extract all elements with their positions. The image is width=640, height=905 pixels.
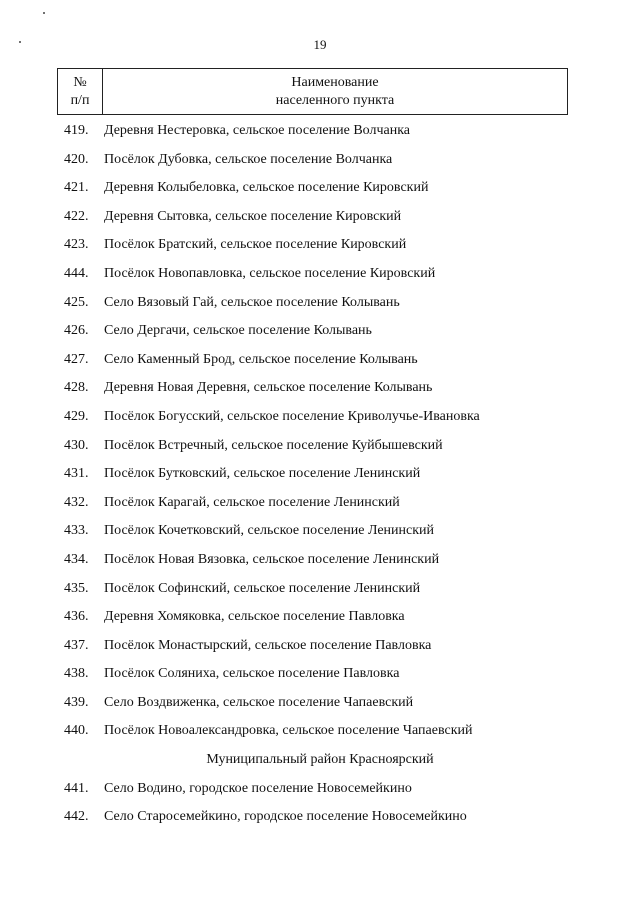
name-column-label-line2: населенного пункта <box>275 92 395 108</box>
row-number: 419. <box>64 123 89 138</box>
settlement-name: Село Водино, городское поселение Новосемейкино <box>104 780 412 796</box>
settlement-name: Посёлок Софинский, сельское поселение Ленинский <box>104 580 421 596</box>
row-number: 430. <box>64 437 89 453</box>
table-row <box>0 346 640 375</box>
number-column-header <box>58 69 103 114</box>
table-row <box>0 803 640 832</box>
name-column-header <box>103 69 567 114</box>
row-number: 422. <box>64 208 89 224</box>
page-number: 19 <box>313 37 327 52</box>
row-number: 440. <box>64 723 89 739</box>
row-number: 423. <box>64 237 89 253</box>
settlement-name: Посёлок Кочетковский, сельское поселение Ленинский <box>104 523 435 539</box>
row-number: 436. <box>64 609 89 625</box>
table-row <box>0 575 640 604</box>
table-row <box>0 317 640 346</box>
row-number: 434. <box>64 551 89 567</box>
table-row <box>0 374 640 403</box>
section-heading-row <box>0 746 640 775</box>
table-row <box>0 489 640 518</box>
table-row <box>0 432 640 461</box>
row-number: 431. <box>64 466 89 482</box>
number-column-label-line2: п/п <box>70 92 90 108</box>
table-header <box>57 68 568 115</box>
row-number: 435. <box>64 580 89 596</box>
settlement-name: Село Каменный Брод, сельское поселение Колывань <box>104 351 418 367</box>
row-number: 438. <box>64 666 89 682</box>
table-row <box>0 775 640 804</box>
settlement-name: Посёлок Встречный, сельское поселение Куйбышевский <box>104 437 443 453</box>
settlement-name: Деревня Новая Деревня, сельское поселение Колывань <box>104 380 433 396</box>
row-number: 432. <box>64 494 89 510</box>
row-number: 421. <box>64 180 89 196</box>
row-number: 429. <box>64 408 89 424</box>
row-number: 437. <box>64 637 89 653</box>
settlement-name: Посёлок Новопавловка, сельское поселение Кировский <box>104 265 436 281</box>
table-row <box>0 146 640 175</box>
settlement-name: Посёлок Братский, сельское поселение Кировский <box>104 237 407 253</box>
table-row <box>0 117 640 146</box>
row-number: 441. <box>64 780 89 796</box>
section-heading: Муниципальный район Красноярский <box>206 752 434 768</box>
settlement-name: Деревня Сытовка, сельское поселение Кировский <box>104 208 402 224</box>
settlement-name: Посёлок Бутковский, сельское поселение Ленинский <box>104 466 421 482</box>
table-row <box>0 603 640 632</box>
table-row <box>0 632 640 661</box>
settlement-name: Село Вязовый Гай, сельское поселение Колывань <box>104 294 400 310</box>
settlement-name: Посёлок Соляниха, сельское поселение Павловка <box>104 666 400 682</box>
row-number: 428. <box>64 380 89 396</box>
table-row <box>0 689 640 718</box>
table-row <box>0 289 640 318</box>
settlement-name: Посёлок Новая Вязовка, сельское поселение Ленинский <box>104 551 440 567</box>
settlement-name: Посёлок Богусский, сельское поселение Криволучье-Ивановка <box>104 408 480 424</box>
row-number: 427. <box>64 351 89 367</box>
row-number: 426. <box>64 323 89 339</box>
settlement-list <box>0 117 640 832</box>
table-row <box>0 546 640 575</box>
row-number: 420. <box>64 151 89 167</box>
settlement-name: Село Старосемейкино, городское поселение Новосемейкино <box>104 809 467 825</box>
settlement-name: Деревня Нестеровка, сельское поселение Волчанка <box>104 123 411 138</box>
number-column-label-line1: № <box>73 74 87 90</box>
settlement-name: Село Воздвиженка, сельское поселение Чапаевский <box>104 694 414 710</box>
row-number: 444. <box>64 265 89 281</box>
settlement-name: Деревня Колыбеловка, сельское поселение Кировский <box>104 180 429 196</box>
settlement-name: Посёлок Карагай, сельское поселение Ленинский <box>104 494 400 510</box>
table-row <box>0 203 640 232</box>
table-row <box>0 174 640 203</box>
settlement-name: Село Дергачи, сельское поселение Колывань <box>104 323 372 339</box>
row-number: 433. <box>64 523 89 539</box>
row-number: 442. <box>64 809 89 825</box>
table-row <box>0 517 640 546</box>
settlement-name: Посёлок Монастырский, сельское поселение Павловка <box>104 637 432 653</box>
table-row <box>0 660 640 689</box>
table-row <box>0 717 640 746</box>
settlement-name: Посёлок Новоалександровка, сельское поселение Чапаевский <box>104 723 473 739</box>
settlement-name: Деревня Хомяковка, сельское поселение Павловка <box>104 609 405 625</box>
table-row <box>0 403 640 432</box>
table-row <box>0 460 640 489</box>
table-row <box>0 231 640 260</box>
row-number: 439. <box>64 694 89 710</box>
settlement-name: Посёлок Дубовка, сельское поселение Волчанка <box>104 151 393 167</box>
scan-speck <box>43 12 45 14</box>
name-column-label-line1: Наименование <box>291 74 379 90</box>
row-number: 425. <box>64 294 89 310</box>
table-row <box>0 260 640 289</box>
